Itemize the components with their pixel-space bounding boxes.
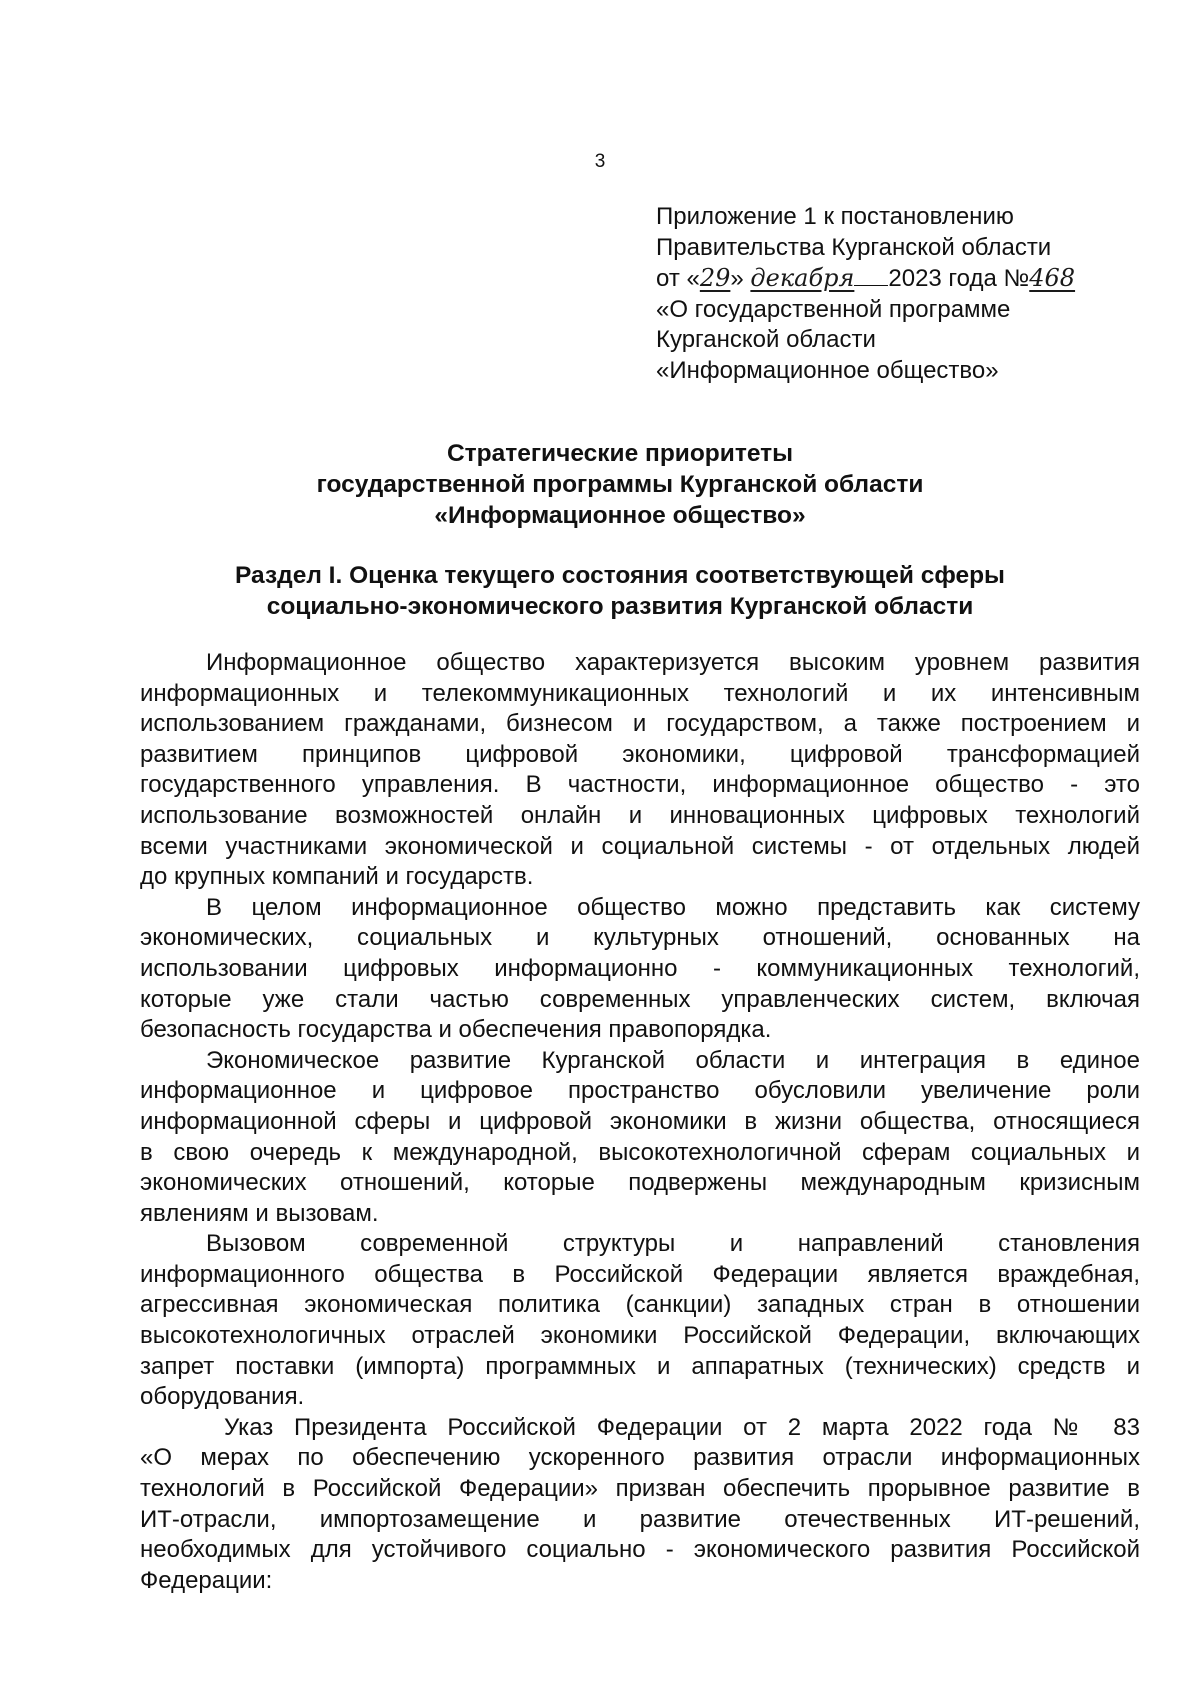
appendix-date-mid: » <box>730 265 744 292</box>
title-line-1: Стратегические приоритеты <box>446 440 794 467</box>
appendix-date-blank <box>854 265 888 286</box>
appendix-date-year: 2023 года № <box>888 265 1030 292</box>
appendix-line-2: Правительства Курганской области <box>656 233 1052 261</box>
paragraph-line: которые уже стали частью современных управленческих систем, включая <box>140 985 1140 1013</box>
paragraph-line: технологий в Российской Федерации» призван обеспечить прорывное развитие в <box>140 1475 1140 1503</box>
paragraph <box>140 648 1140 893</box>
appendix-date-day: 29 <box>699 264 731 292</box>
section-line-1: Раздел I. Оценка текущего состояния соответствующей сферы <box>235 562 1005 589</box>
paragraph-line: агрессивная экономическая политика (санкции) западных стран в отношении <box>140 1291 1140 1319</box>
appendix-line-5: Курганской области <box>656 326 876 353</box>
body-text <box>140 648 1140 1596</box>
title-line-2: государственной программы Курганской области <box>316 471 924 498</box>
appendix-block <box>656 202 1176 386</box>
appendix-decree-number: 468 <box>1029 264 1076 292</box>
appendix-date-month: декабря <box>750 264 855 292</box>
paragraph-line: до крупных компаний и государств. <box>140 863 534 891</box>
paragraph-line: В целом информационное общество можно представить как систему <box>206 893 1140 921</box>
paragraph-line: экономических, социальных и культурных отношений, основанных на <box>140 924 1140 952</box>
paragraph-line: Экономическое развитие Курганской области и интеграция в единое <box>206 1046 1140 1074</box>
paragraph-line: информационной сферы и цифровой экономики в жизни общества, относящиеся <box>140 1107 1140 1135</box>
paragraph-line: развитием принципов цифровой экономики, цифровой трансформацией <box>140 740 1140 768</box>
document-title <box>140 438 1100 531</box>
section-heading <box>140 560 1100 622</box>
title-line-3: «Информационное общество» <box>434 502 806 529</box>
paragraph-line: Информационное общество характеризуется высоким уровнем развития <box>206 649 1140 676</box>
paragraph-line: информационное и цифровое пространство обусловили увеличение роли <box>140 1077 1140 1105</box>
paragraph-line: высокотехнологичных отраслей экономики Российской Федерации, включающих <box>140 1322 1140 1350</box>
paragraph-line: явлениям и вызовам. <box>140 1199 379 1227</box>
paragraph-line: «О мерах по обеспечению ускоренного развития отрасли информационных <box>140 1444 1140 1472</box>
paragraph-line: безопасность государства и обеспечения правопорядка. <box>140 1016 772 1044</box>
paragraph-line: необходимых для устойчивого социально - экономического развития Российской <box>140 1536 1140 1564</box>
paragraph-line: всеми участниками экономической и социальной системы - от отдельных людей <box>140 832 1140 860</box>
paragraph-line: использовании цифровых информационно - коммуникационных технологий, <box>140 954 1140 982</box>
paragraph <box>140 893 1140 1046</box>
paragraph-line: Федерации: <box>140 1566 273 1594</box>
paragraph-line: Вызовом современной структуры и направлений становления <box>206 1230 1140 1258</box>
paragraph <box>140 1413 1140 1597</box>
paragraph-line: ИТ-отрасли, импортозамещение и развитие отечественных ИТ-решений, <box>140 1505 1140 1533</box>
paragraph-line: оборудования. <box>140 1383 305 1411</box>
paragraph-line: использованием гражданами, бизнесом и государством, а также построением и <box>140 710 1140 738</box>
paragraph-line: использование возможностей онлайн и инновационных цифровых технологий <box>140 801 1140 829</box>
paragraph-line: информационных и телекоммуникационных технологий и их интенсивным <box>140 679 1140 707</box>
appendix-line-6: «Информационное общество» <box>656 356 999 384</box>
paragraph-line: запрет поставки (импорта) программных и аппаратных (технических) средств и <box>140 1352 1140 1380</box>
section-line-2: социально-экономического развития Курганской области <box>266 593 974 620</box>
paragraph-line: информационного общества в Российской Федерации является враждебная, <box>140 1260 1140 1288</box>
paragraph <box>140 1046 1140 1230</box>
appendix-date-line <box>656 263 1176 295</box>
paragraph-line: экономических отношений, которые подвержены международным кризисным <box>140 1169 1140 1197</box>
appendix-line-1: Приложение 1 к постановлению <box>656 203 1014 230</box>
appendix-date-prefix: от « <box>656 265 700 292</box>
paragraph <box>140 1229 1140 1413</box>
paragraph-line: Указ Президента Российской Федерации от 2 марта 2022 года № 83 <box>224 1413 1140 1441</box>
appendix-line-4: «О государственной программе <box>656 295 1011 323</box>
page-number: 3 <box>594 151 606 172</box>
paragraph-line: в свою очередь к международной, высокотехнологичной сферам социальных и <box>140 1138 1140 1166</box>
paragraph-line: государственного управления. В частности, информационное общество - это <box>140 771 1140 799</box>
